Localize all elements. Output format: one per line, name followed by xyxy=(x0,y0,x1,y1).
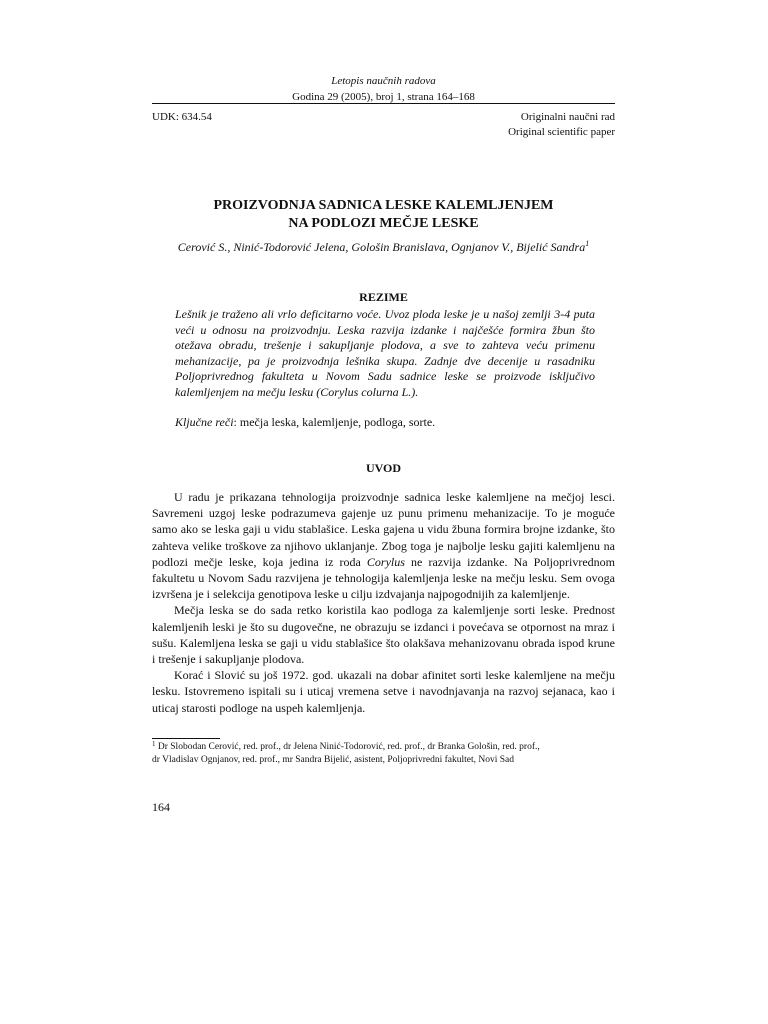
keywords-label: Ključne reči xyxy=(175,415,234,429)
paragraph-1-part-b: ne razvija izdanke. Na Poljoprivrednom fakultetu u Novom Sadu razvijena je tehnologija kalemljenja leske na mečju lesku. Sem ovoga izvršena je i selekcija genotipova leske u cilju izdvajanja najpogodnijih za kalemljenje. xyxy=(152,554,616,602)
footnote xyxy=(152,741,615,767)
body-paragraph-1 xyxy=(152,489,615,602)
paper-type xyxy=(508,110,615,140)
title-line-2: NA PODLOZI MEČJE LESKE xyxy=(288,216,479,231)
author-footnote-marker: 1 xyxy=(585,239,590,248)
paragraph-1-part-a: U radu je prikazana tehnologija proizvodnje sadnica leske kalemljene na mečjoj lesci. Savremeni uzgoj leske podrazumeva gajenje uz punu primenu mehanizacije. To je moguće samo ako se leska gaji u vidu stablašice. Leska gajena u vidu žbuna formira brojne izdanke, što zahteva velike troškove za njihovo uklanjanje. Zbog toga je najbolje lesku gajiti kalemljenu na podlozi mečje leske, koja jedina iz roda xyxy=(152,490,615,569)
uvod-body xyxy=(152,489,615,716)
paper-title xyxy=(152,197,615,233)
author-list xyxy=(152,239,615,255)
authors-text: Cerović S., Ninić-Todorović Jelena, Gološin Branislava, Ognjanov V., Bijelić Sandra xyxy=(177,240,586,254)
body-paragraph-2: Mečja leska se do sada retko koristila kao podloga za kalemljenje sorti leske. Prednost kalemljenih leski je što su dugovečne, ne obrazuju se izdanci i povećava se otpornost na mraz i sušu. Kalemljena leska se gaji u vidu stablašice što olakšava mehanizovanu obrada ispod krune i trešenje i sakupljanje plodova. xyxy=(152,603,615,667)
abstract-text: Lešnik je traženo ali vrlo deficitarno voće. Uvoz ploda leske je u našoj zemlji 3-4 puta veći u odnosu na proizvodnju. Leska razvija izdanke i najčešće formira žbun što otežava obradu, trešenje i sakupljanje plodova, a sve to zahteva veću primenu mehanizacije, pa je proizvodnja lešnika skupa. Zadnje dve decenije u rasadniku Poljoprivrednog fakulteta u Novom Sadu sadnice leske se proizvode isključivo kalemljenjem na mečju lesku (Corylus colurna L.). xyxy=(175,307,595,399)
keywords xyxy=(175,414,595,430)
paper-type-sr: Originalni naučni rad xyxy=(520,111,615,123)
uvod-heading: UVOD xyxy=(365,461,402,475)
journal-header xyxy=(152,73,615,105)
title-line-1: PROIZVODNJA SADNICA LESKE KALEMLJENJEM xyxy=(213,198,554,213)
footnote-line-1: Dr Slobodan Cerović, red. prof., dr Jelena Ninić-Todorović, red. prof., dr Branka Gološin, red. prof., xyxy=(155,742,540,752)
udk-code: UDK: 634.54 xyxy=(152,111,212,123)
paper-type-en: Original scientific paper xyxy=(508,126,615,138)
body-paragraph-3: Korać i Slović su još 1972. god. ukazali na dobar afinitet sorti leske kalemljene na mečju lesku. Istovremeno ispitali su i uticaj vremena setve i navodnjavanja na razvoj sejanaca, kao i uticaj starosti podloge na uspeh kalemljenja. xyxy=(152,668,615,715)
keywords-list: : mečja leska, kalemljenje, podloga, sorte. xyxy=(233,415,436,429)
journal-name: Letopis naučnih radova xyxy=(331,75,436,87)
footnote-marker: 1 xyxy=(152,740,156,748)
footnote-rule xyxy=(152,738,220,739)
rezime-heading: REZIME xyxy=(359,290,408,304)
header-rule xyxy=(152,103,615,104)
footnote-line-2: dr Vladislav Ognjanov, red. prof., mr Sandra Bijelić, asistent, Poljoprivredni fakultet, Novi Sad xyxy=(152,755,514,765)
journal-issue: Godina 29 (2005), broj 1, strana 164–168 xyxy=(292,91,475,103)
genus-name: Corylus xyxy=(366,554,405,569)
page-number: 164 xyxy=(152,800,170,814)
